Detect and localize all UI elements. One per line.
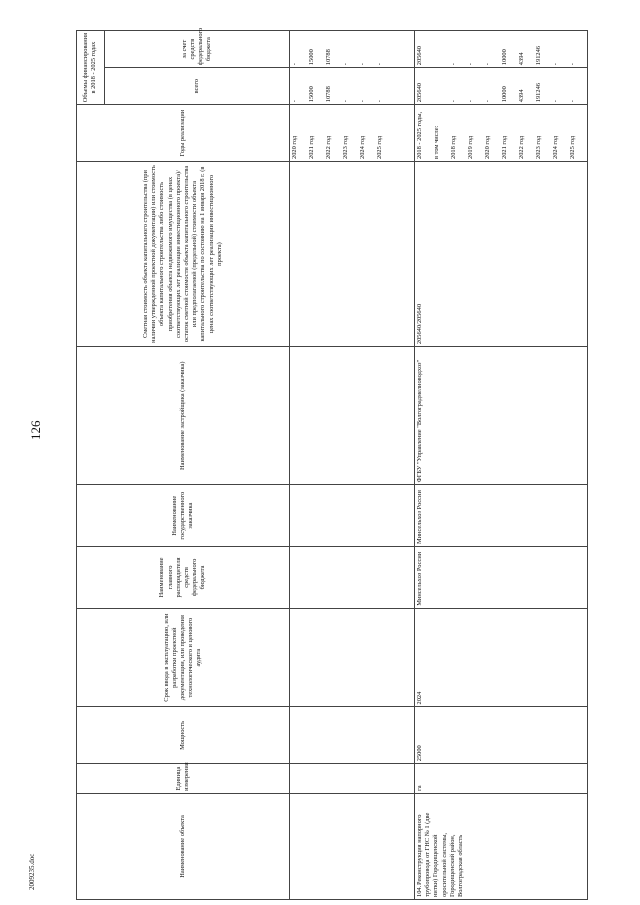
customer-cell: Минсельхоз России bbox=[415, 485, 588, 547]
header-funding: Объемы финансирования в 2018 - 2025 годах bbox=[77, 31, 105, 105]
cost-cell: 205640/205640 bbox=[415, 161, 588, 346]
header-fed: за счет средств федерального бюджета bbox=[104, 31, 289, 68]
header-cost: Сметная стоимость объекта капитального строительства (при наличии утвержденной проектной документации) или стоимость объекта капитального строительства либо стоимость приобретения объекта недвижимого имущества (в ценах соответствующих лет реализации инвестиционного проекта)/ остаток сметной стоимости объекта капитального строительства или предполагаемой (предельной) стоимости объекта капитального строительства по состоянию на 1 января 2018 г. (в ценах соответствующих лет реализации инвестиционного проекта) bbox=[77, 161, 290, 346]
fed-cell: 205640 - - - 10000 4394 191246 - - bbox=[415, 31, 588, 68]
row-index: 104. bbox=[416, 885, 423, 897]
power-cell: 25000 bbox=[415, 707, 588, 764]
footer-filename: 2009235.doc bbox=[28, 853, 36, 890]
continuation-row bbox=[290, 31, 395, 900]
years-cell: 2018 - 2025 годы, в том числе: 2018 год 2019 год 2020 год 2021 год 2022 год 2023 год 2024 год 2025 год bbox=[415, 105, 588, 162]
header-grbs: Наименование главного распорядителя средств федерального бюджета bbox=[77, 547, 290, 609]
developer-cell: ФГБУ "Управление "Волгоградмелиоводхоз" bbox=[415, 347, 588, 485]
table-row bbox=[415, 31, 588, 900]
page-number: 126 bbox=[28, 420, 43, 440]
header-term: Срок ввода в эксплуатацию, или разработки проектной документации, или проведения технологического и ценового аудита bbox=[77, 608, 290, 707]
object-name-cell bbox=[415, 793, 588, 899]
header-developer: Наименование застройщика (заказчика) bbox=[77, 347, 290, 485]
prev-all-cell: - 15000 10788 - - - bbox=[290, 68, 395, 105]
header-customer: Наименование государственного заказчика bbox=[77, 485, 290, 547]
header-all: всего bbox=[104, 68, 289, 105]
unit-cell: га bbox=[415, 764, 588, 794]
header-years: Годы реализации bbox=[77, 105, 290, 162]
object-name: Реконструкция напорного трубопровода от ГНС № 1 (две нитки) Городищенской оросительной системы, Городищенский район, Волгоградская область bbox=[416, 812, 464, 897]
investment-table bbox=[76, 27, 588, 900]
header-unit: Единица измерения bbox=[77, 764, 290, 794]
grbs-cell: Минсельхоз России bbox=[415, 547, 588, 609]
all-cell: 205640 - - - 10000 4394 191246 - - bbox=[415, 68, 588, 105]
prev-years-cell: 2020 год 2021 год 2022 год 2023 год 2024 год 2025 год bbox=[290, 105, 395, 162]
row-separator bbox=[394, 31, 415, 900]
prev-fed-cell: - 15000 10788 - - - bbox=[290, 31, 395, 68]
header-name: Наименование объекта bbox=[77, 793, 290, 899]
header-power: Мощность bbox=[77, 707, 290, 764]
rotated-table-wrapper bbox=[76, 27, 632, 900]
term-cell: 2024 bbox=[415, 608, 588, 707]
